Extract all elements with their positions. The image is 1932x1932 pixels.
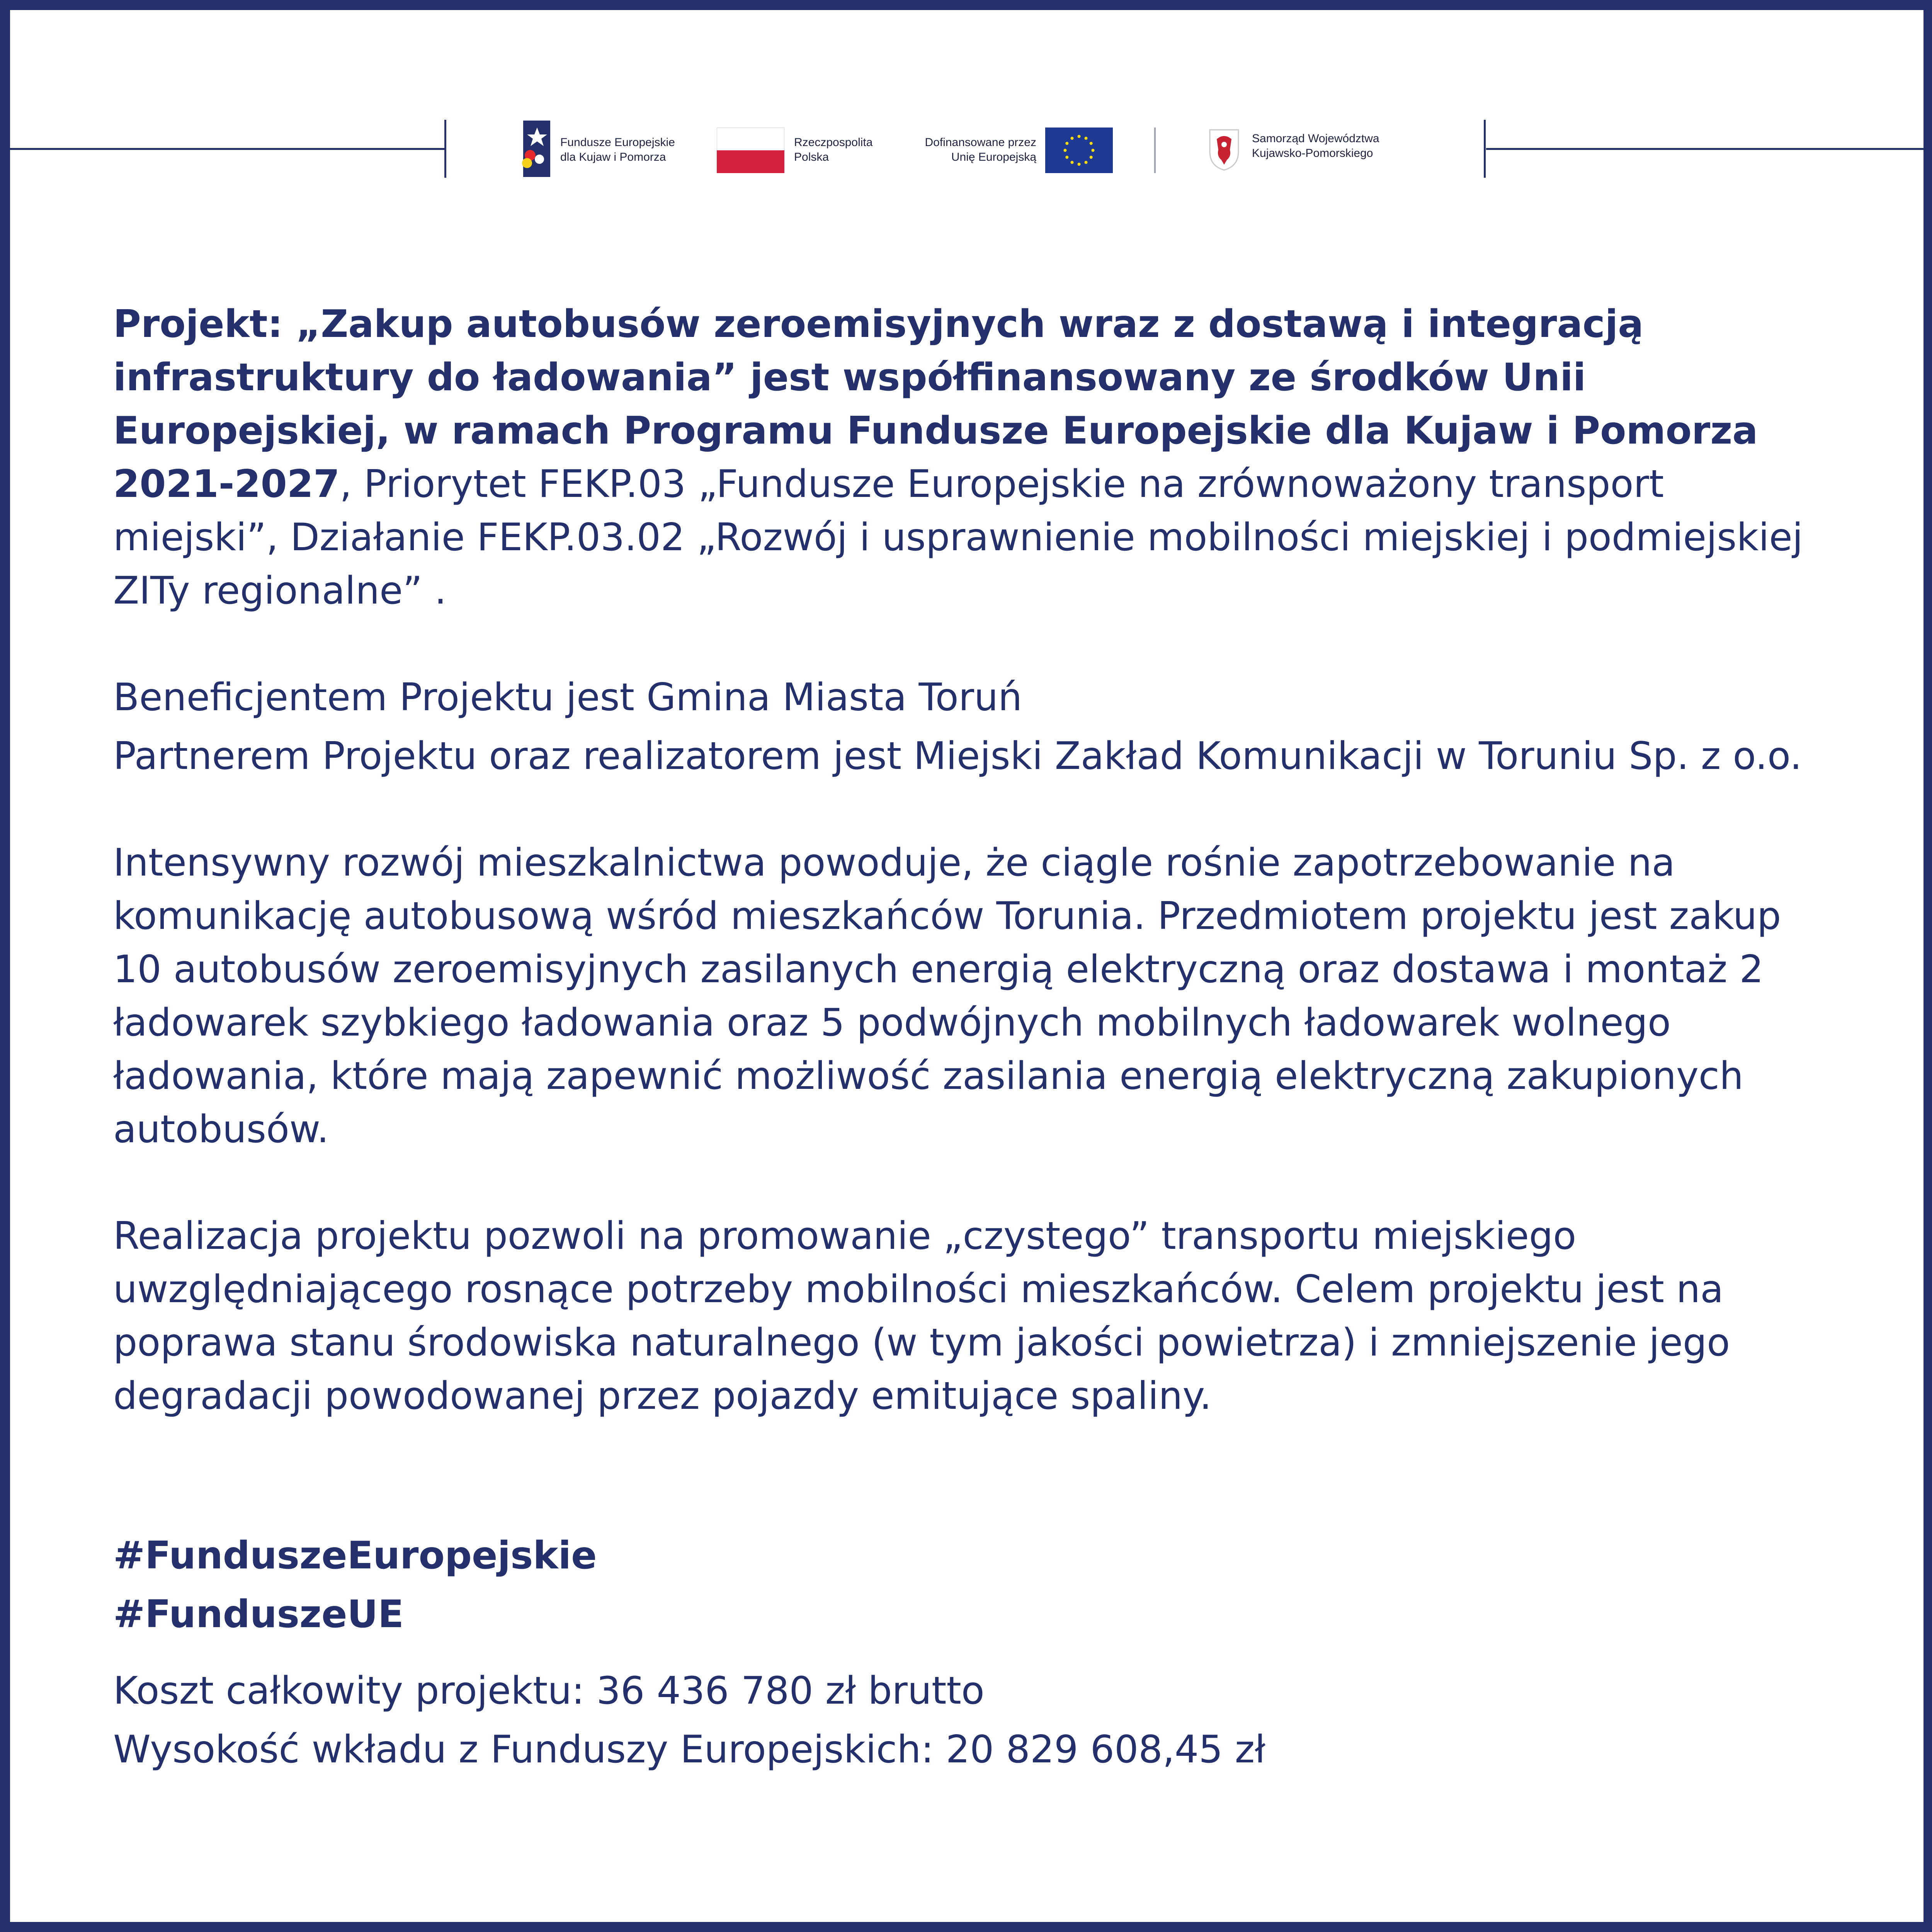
header-rule-right	[1486, 148, 1923, 150]
main-content	[113, 298, 1821, 1779]
fe-logo-text	[560, 135, 675, 165]
eu-funding-amount: Wysokość wkładu z Funduszy Europejskich: 20 829 608,45 zł	[113, 1728, 1266, 1772]
region-logo-line2: Kujawsko-Pomorskiego	[1252, 147, 1373, 160]
fe-logo-icon	[522, 121, 551, 177]
partner-text: Partnerem Projektu oraz realizatorem jest Miejski Zakład Komunikacji w Toruniu Sp. z o.o.	[113, 734, 1802, 778]
polish-flag-icon	[717, 128, 784, 173]
hashtag-fundusze-europejskie: #FunduszeEuropejskie	[113, 1534, 597, 1578]
hashtag-fundusze-ue: #FunduszeUE	[113, 1592, 404, 1636]
total-cost: Koszt całkowity projektu: 36 436 780 zł brutto	[113, 1669, 985, 1713]
project-priority: , Priorytet FEKP.03 „Fundusze Europejskie na zrównoważony transport miejski”, Działanie FEKP.03.02 „Rozwój i usprawnienie mobilności miejskiej i podmiejskiej ZITy regionalne” .	[113, 462, 1803, 613]
project-description: Intensywny rozwój mieszkalnictwa powoduje, że ciągle rośnie zapotrzebowanie na komunikację autobusową wśród mieszkańców Torunia. Przedmiotem projektu jest zakup 10 autobusów zeroemisyjnych zasilanych energią elektryczną oraz dostawa i montaż 2 ładowarek szybkiego ładowania oraz 5 podwójnych mobilnych ładowarek wolnego ładowania, które mają zapewnić możliwość zasilania energią elektryczną zakupionych autobusów.	[113, 841, 1781, 1151]
spacer	[113, 783, 1821, 836]
logo-divider	[1154, 128, 1156, 173]
project-goal: Realizacja projektu pozwoli na promowanie „czystego” transportu miejskiego uwzględniającego rosnące potrzeby mobilności mieszkańców. Celem projektu jest na poprawa stanu środowiska naturalnego (w tym jakości powietrza) i zmniejszenie jego degradacji powodowanej przez pojazdy emitujące spaliny.	[113, 1214, 1730, 1418]
region-coat-of-arms-icon	[1208, 128, 1241, 171]
fe-logo-line2: dla Kujaw i Pomorza	[560, 151, 666, 163]
eu-logo-line1: Dofinansowane przez	[925, 136, 1036, 149]
fe-logo-line1: Fundusze Europejskie	[560, 136, 675, 149]
rp-logo-text	[794, 135, 872, 165]
spacer	[113, 1644, 1821, 1662]
header-rule-left	[10, 148, 446, 150]
header-tick-left	[444, 120, 446, 178]
eu-logo-line2: Unię Europejską	[951, 151, 1036, 163]
project-intro	[113, 298, 1821, 617]
eu-flag-icon	[1045, 128, 1113, 173]
spacer	[113, 1156, 1821, 1209]
beneficiary-text: Beneficjentem Projektu jest Gmina Miasta Toruń	[113, 675, 1022, 719]
header-tick-right	[1484, 120, 1486, 178]
spacer	[113, 1423, 1821, 1526]
spacer	[113, 617, 1821, 671]
rp-logo-line1: Rzeczpospolita	[794, 136, 873, 149]
project-title: Projekt: „Zakup autobusów zeroemisyjnych wraz z dostawą i integracją infrastruktury do ładowania” jest współfinansowany ze środków Unii Europejskiej, w ramach Programu Fundusze Europejskie dla Kujaw i Pomorza 2021-2027	[113, 302, 1758, 506]
region-logo-text	[1252, 131, 1379, 161]
rp-logo-line2: Polska	[794, 151, 829, 163]
eu-logo-text	[909, 135, 1036, 165]
region-logo-line1: Samorząd Województwa	[1252, 132, 1379, 145]
